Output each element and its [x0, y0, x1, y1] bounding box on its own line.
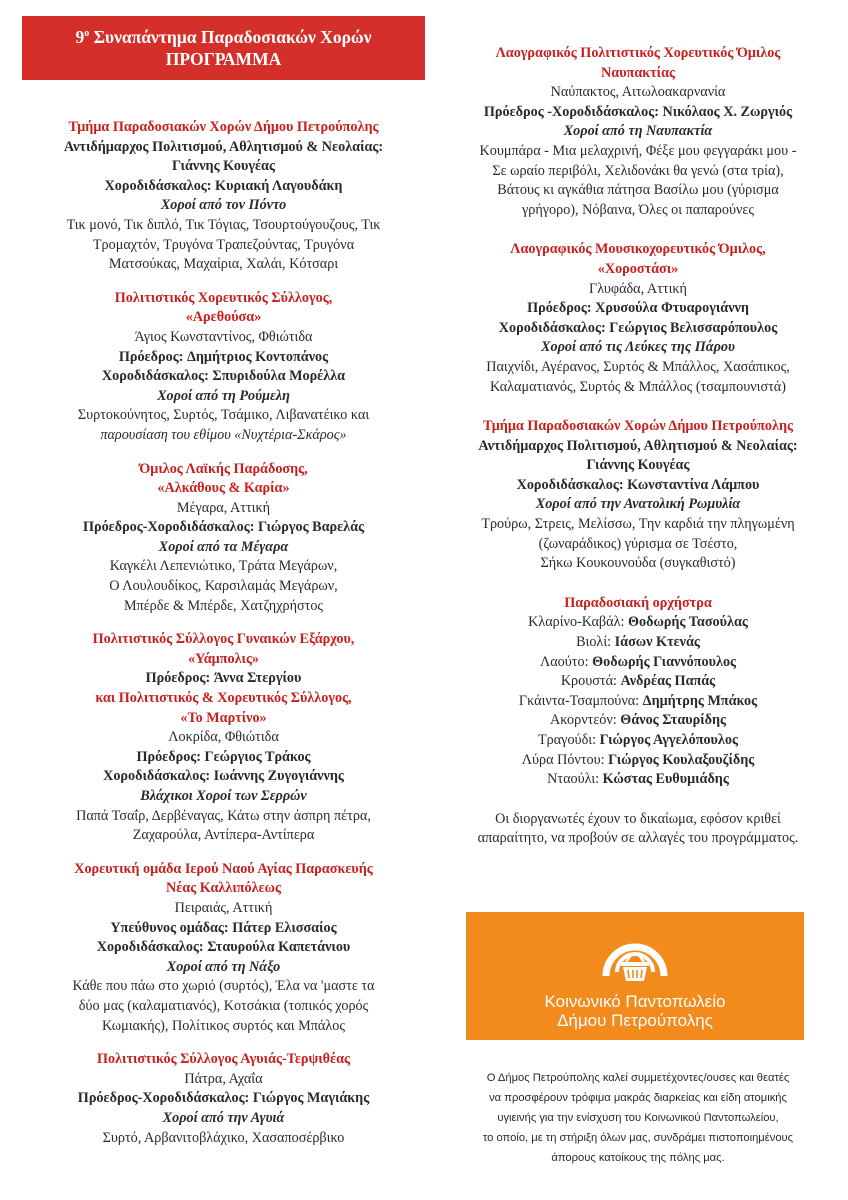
dance-list: Κουμπάρα - Μια μελαχρινή, Φέξε μου φεγγαράκι μου -: [479, 142, 797, 159]
dance-list: Σήκω Κουκουνούδα (συγκαθιστό): [540, 555, 736, 572]
dance-list: γρήγορο), Νόβαινα, Όλες οι παπαρούνες: [522, 201, 754, 218]
group-title: Λαογραφικός Μουσικοχορευτικός Όμιλος,: [510, 241, 766, 258]
group-yampolis: [22, 630, 425, 846]
program-banner: [22, 16, 425, 80]
orchestra-member: Βιολί: Ιάσων Κτενάς: [576, 634, 700, 651]
role-name: Γιάννης Κουγέας: [172, 158, 275, 175]
group-kallipoleos: [22, 860, 425, 1036]
group-title: και Πολιτιστικός & Χορευτικός Σύλλογος,: [95, 690, 352, 707]
group-place: Γλυφάδα, Αττική: [589, 280, 687, 297]
left-column: [22, 0, 425, 1148]
dance-list: δύο μας (καλαματιανός), Κοτσάκια (τοπικός χορός: [78, 997, 369, 1014]
dance-list: Σε ωραίο περιβόλι, Χελιδονάκι θα γενώ (στα τρία),: [492, 162, 784, 179]
group-title: Τμήμα Παραδοσιακών Χορών Δήμου Πετρούπολης: [68, 119, 379, 135]
choreographer-line: Χοροδιδάσκαλος: Σπυριδούλα Μορέλλα: [101, 368, 346, 385]
dance-list: Παιχνίδι, Αγέρανος, Συρτός & Μπάλλος, Χασάπικος,: [486, 358, 790, 375]
dance-list: παρουσίαση του εθίμου «Νυχτέρια-Σκάρος»: [100, 426, 347, 443]
choreographer-line: Χοροδιδάσκαλος: Γεώργιος Βελισσαρόπουλος: [498, 319, 778, 336]
role-line: Αντιδήμαρχος Πολιτισμού, Αθλητισμού & Νεολαίας:: [63, 138, 384, 155]
choreographer-line: Χοροδιδάσκαλος: Κυριακή Λαγουδάκη: [104, 177, 343, 194]
dance-list: Παπά Τσαΐρ, Δερβέναγας, Κάτω στην άσπρη πέτρα,: [76, 807, 371, 824]
group-place: Άγιος Κωνσταντίνος, Φθιώτιδα: [134, 328, 313, 345]
group-place: Πειραιάς, Αττική: [174, 899, 273, 916]
group-place: Λοκρίδα, Φθιώτιδα: [168, 729, 279, 746]
president-line: Πρόεδρος-Χοροδιδάσκαλος: Γιώργος Βαρελάς: [82, 519, 365, 536]
dance-list: Τικ μονό, Τικ διπλό, Τικ Τόγιας, Τσουρτούγουζους, Τικ: [66, 216, 381, 233]
dance-list: Ο Λουλουδίκος, Καρσιλαμάς Μεγάρων,: [109, 578, 338, 595]
group-title: «Χοροστάσι»: [597, 260, 679, 277]
group-title: Όμιλος Λαϊκής Παράδοσης,: [139, 460, 308, 477]
group-agyia: [22, 1050, 425, 1148]
dance-list: Συρτοκούνητος, Συρτός, Τσάμικο, Λιβανατέικο και: [77, 407, 370, 424]
president-line: Πρόεδρος: Γεώργιος Τράκος: [136, 748, 311, 765]
orchestra-member: Τραγούδι: Γιώργος Αγγελόπουλος: [538, 732, 738, 748]
dance-list: Καγκέλι Λεπενιώτικο, Τράτα Μεγάρων,: [109, 558, 338, 575]
banner-title: $9^o$ Συναπάντημα Παραδοσιακών Χορών: [75, 27, 372, 47]
choreographer-line: Χοροδιδάσκαλος: Ιωάννης Ζυγογιάννης: [103, 768, 344, 785]
dance-list: Βάτους κι αγκάθια πάτησα Βασίλω μου (γύρισμα: [497, 182, 779, 199]
group-title: Νέας Καλλιπόλεως: [165, 880, 282, 897]
dance-origin: Χοροί από τη Ρούμελη: [157, 387, 290, 404]
dance-origin: Χοροί από τη Νάξο: [166, 958, 281, 975]
donation-line: Ο Δήμος Πετρούπολης καλεί συμμετέχοντες/ουσες και θεατές: [486, 1072, 790, 1084]
orchestra-member: Νταούλι: Κώστας Ευθυμιάδης: [547, 771, 729, 788]
dance-list: Μπέρδε & Μπέρδε, Χατζηχρήστος: [123, 597, 324, 614]
group-alkathous: [22, 460, 425, 617]
ad-line: Δήμου Πετρούπολης: [557, 1011, 713, 1030]
dance-list: Τρομαχτόν, Τρυγόνα Τραπεζούντας, Τρυγόνα: [92, 236, 355, 253]
orchestra-member: Κρουστά: Ανδρέας Παπάς: [560, 673, 716, 690]
dance-origin: Χοροί από την Αγυιά: [162, 1109, 285, 1126]
orchestra: [440, 594, 836, 790]
banner-subtitle: ΠΡΟΓΡΑΜΜΑ: [165, 49, 282, 69]
president-line: Πρόεδρος-Χοροδιδάσκαλος: Γιώργος Μαγιάκης: [77, 1090, 370, 1107]
group-title: Πολιτιστικός Σύλλογος Γυναικών Εξάρχου,: [92, 631, 355, 648]
note-line: απαραίτητο, να προβούν σε αλλαγές του προγράμματος.: [477, 830, 799, 847]
responsible-line: Υπεύθυνος ομάδας: Πάτερ Ελισσαίος: [110, 919, 337, 936]
president-line: Πρόεδρος -Χοροδιδάσκαλος: Νικόλαος Χ. Ζωργιός: [483, 103, 793, 120]
choreographer-line: Χοροδιδάσκαλος: Κωνσταντίνα Λάμπου: [516, 476, 760, 493]
group-title: Πολιτιστικός Σύλλογος Αγυιάς-Τερψιθέας: [96, 1051, 351, 1068]
group-place: Πάτρα, Αχαΐα: [184, 1070, 263, 1087]
orchestra-member: Λύρα Πόντου: Γιώργος Κουλαξουζίδης: [521, 751, 755, 768]
dance-origin: Χοροί από τον Πόντο: [160, 197, 287, 214]
group-title: Ναυπακτίας: [601, 64, 675, 81]
group-place: Μέγαρα, Αττική: [176, 499, 271, 516]
dance-origin: Χοροί από τη Ναυπακτία: [563, 123, 713, 140]
orchestra-member: Λαούτο: Θοδωρής Γιαννόπουλος: [539, 653, 737, 670]
dance-origin: Χοροί από τις Λεύκες της Πάρου: [541, 339, 735, 356]
president-line: Πρόεδρος: Άννα Στεργίου: [145, 670, 302, 687]
group-title: Τμήμα Παραδοσιακών Χορών Δήμου Πετρούπολης: [483, 418, 793, 435]
social-grocery-banner: [466, 912, 804, 1040]
dance-list: (ζωναράδικος) γύρισμα σε Τσέστο,: [538, 535, 738, 552]
donation-line: άπορους κατοίκους της πόλης μας.: [551, 1152, 725, 1164]
dance-list: Ματσούκας, Μαχαίρια, Χαλάι, Κότσαρι: [108, 256, 339, 273]
orchestra-member: Κλαρίνο-Καβάλ: Θοδωρής Τασούλας: [528, 614, 748, 631]
dance-list: Καλαματιανός, Συρτός & Μπάλλος (τσαμπουνιστά): [490, 378, 786, 395]
orchestra-member: Γκάιντα-Τσαμπούνα: Δημήτρης Μπάκος: [518, 692, 758, 709]
group-title: «Αλκάθους & Καρία»: [157, 480, 290, 497]
dance-list: Κάθε που πάω στο χωριό (συρτός), Έλα να 'μαστε τα: [72, 978, 375, 995]
role-name: Γιάννης Κουγέας: [586, 457, 690, 474]
choreographer-line: Χοροδιδάσκαλος: Σταυρούλα Καπετάνιου: [96, 939, 351, 956]
group-petroupolis-left: [22, 118, 425, 275]
dance-origin: Χοροί από την Ανατολική Ρωμυλία: [535, 496, 741, 513]
orchestra-member: Ακορντεόν: Θάνος Σταυρίδης: [549, 712, 727, 729]
orchestra-title: Παραδοσιακή ορχήστρα: [564, 594, 712, 611]
group-petroupolis-right: [440, 417, 836, 574]
group-place: Ναύπακτος, Αιτωλοακαρνανία: [550, 84, 726, 101]
group-chorostasi: [440, 240, 836, 397]
donation-line: να προσφέρουν τρόφιμα μακράς διαρκείας και είδη ατομικής: [489, 1092, 787, 1104]
dance-list: Τρούρω, Στρεις, Μελίσσω, Την καρδιά την πληγωμένη: [481, 516, 795, 533]
dance-origin: Χοροί από τα Μέγαρα: [158, 538, 289, 555]
dance-list: Ζαχαρούλα, Αντίπερα-Αντίπερα: [132, 827, 315, 844]
dance-list: Κωμιακής), Πολίτικος συρτός και Μπάλος: [102, 1017, 345, 1034]
president-line: Πρόεδρος: Δημήτριος Κοντοπάνος: [118, 348, 329, 365]
president-line: Πρόεδρος: Χρυσούλα Φτυαρογιάννη: [527, 300, 749, 317]
group-title: «Το Μαρτίνο»: [180, 709, 267, 726]
role-line: Αντιδήμαρχος Πολιτισμού, Αθλητισμού & Νεολαίας:: [478, 437, 798, 454]
donation-line: το οποίο, με τη στήριξη όλων μας, συνδράμει πιστοποιημένους: [482, 1132, 794, 1144]
donation-note: [448, 1068, 828, 1168]
note-line: Οι διοργανωτές έχουν το δικαίωμα, εφόσον κριθεί: [495, 810, 781, 827]
group-title: Πολιτιστικός Χορευτικός Σύλλογος,: [114, 289, 333, 306]
group-title: «Αρεθούσα»: [185, 309, 262, 326]
group-title: «Υάμπολις»: [187, 650, 260, 667]
group-title: Λαογραφικός Πολιτιστικός Χορευτικός Όμιλος: [495, 45, 781, 61]
dance-origin: Βλάχικοι Χοροί των Σερρών: [140, 788, 307, 804]
donation-line: υγιεινής για την ενίσχυση του Κοινωνικού Παντοπωλείου,: [497, 1112, 779, 1124]
ad-line: Κοινωνικό Παντοπωλείο: [544, 992, 726, 1011]
group-arethousa: [22, 289, 425, 446]
group-nafpaktia: [440, 44, 836, 220]
basket-icon: [592, 924, 678, 988]
program-change-note: [440, 810, 836, 849]
group-title: Χορευτική ομάδα Ιερού Ναού Αγίας Παρασκευής: [74, 860, 373, 877]
right-column: [440, 0, 836, 849]
dance-list: Συρτό, Αρβανιτοβλάχικο, Χασαποσέρβικο: [102, 1129, 345, 1146]
